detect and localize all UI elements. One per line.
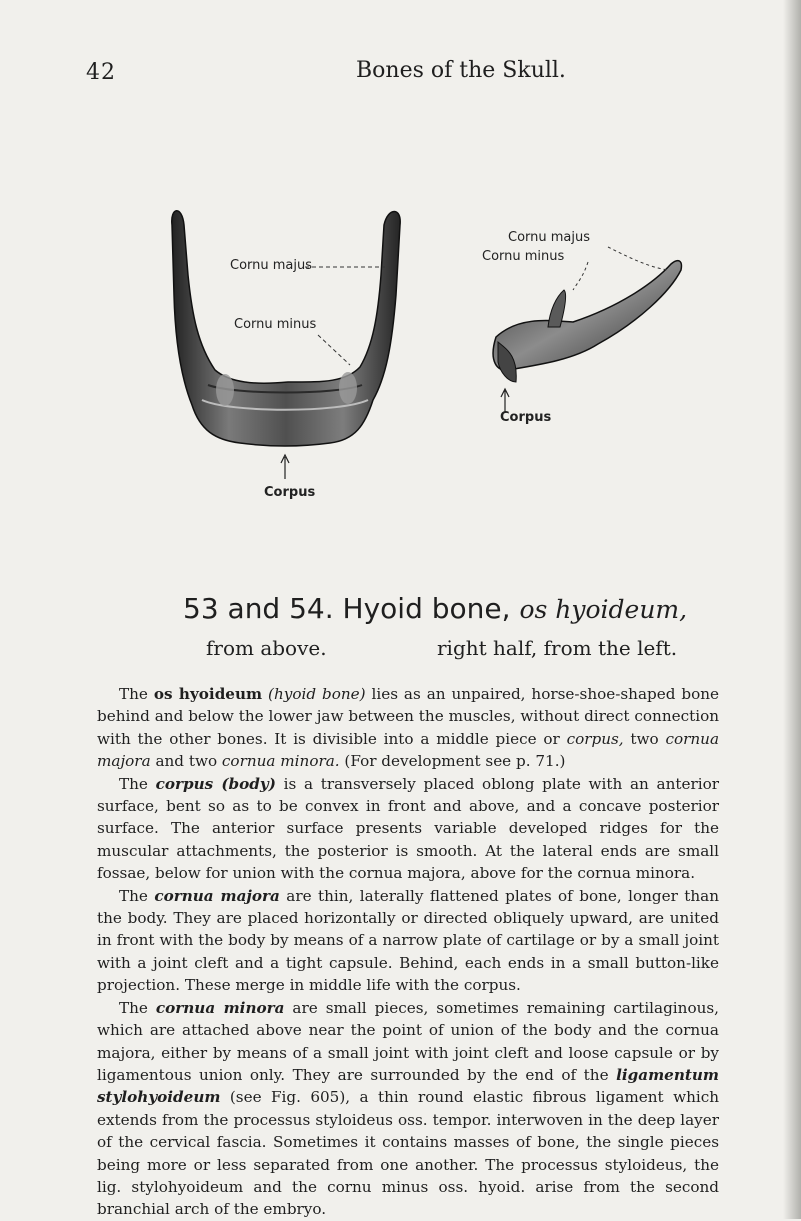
- figure-caption-title: [183, 592, 688, 625]
- term-os-hyoideum: os hyoideum: [153, 685, 263, 703]
- label-cornu-majus-fig54: Cornu majus: [508, 230, 591, 245]
- caption-main: 53 and 54. Hyoid bone,: [183, 592, 520, 625]
- term-ligamentum-stylohyoideum: ligamentum stylohyoideum: [97, 1065, 719, 1107]
- figure-54-hyoid-right-half: [478, 222, 693, 432]
- paragraph-1: The os hyoideum (hyoid bone) lies as an unpaired, horse-shoe-shaped bone behind and below the lower jaw between the muscles, without direct connection with the other bones. It is divisible into a middle piece or corpus, two cornua majora and two cornua minora. (For development see p. 71.): [97, 685, 720, 771]
- body-text: [97, 683, 719, 1221]
- paragraph-2: The corpus (body) is a transversely placed oblong plate with an anterior surface, bent so as to be convex in front and above, and a concave posterior surface. The anterior surface presents variable developed ridges for the muscular attachments, the posterior is smooth. At the lateral ends are small fossae, below for union with the cornua majora, above for the cornua minora.: [97, 774, 719, 883]
- term-cornua-majora-heading: cornua majora: [154, 886, 280, 905]
- label-corpus-fig54: Corpus: [500, 410, 552, 425]
- term-corpus: corpus,: [566, 729, 624, 748]
- term-cornua-majora: cornua majora: [97, 729, 720, 771]
- label-cornu-majus-fig53: Cornu majus: [230, 258, 313, 273]
- paragraph-3: The cornua majora are thin, laterally flattened plates of bone, longer than the body. They are placed horizontally or directed obliquely upward, are united in front with the body by means of a narrow plate of cartilage or by a small joint with a joint cleft and a tight capsule. Behind, each ends in a small button-like projection. These merge in middle life with the corpus.: [97, 886, 719, 995]
- page-number: 42: [86, 60, 116, 85]
- caption-latin-name: os hyoideum,: [519, 595, 688, 624]
- paragraph-4: The cornua minora are small pieces, sometimes remaining cartilaginous, which are attached above near the point of union of the body and the cornua majora, either by means of a small joint with joint cleft and loose capsule or by ligamentous union only. They are surrounded by the end of the ligamentum stylohyoideum (see Fig. 605), a thin round elastic fibrous ligament which extends from the processus styloideus oss. tempor. interwoven in the deep layer of the cervical fascia. Sometimes it contains masses of bone, the single pieces being more or less separated from one another. The processus styloideus, the lig. stylohyoideum and the cornu minus oss. hyoid. arise from the second branchial arch of the embryo.: [97, 998, 719, 1219]
- caption-left-subcaption: from above.: [206, 636, 327, 660]
- term-corpus-body: corpus (body): [155, 774, 276, 793]
- term-cornua-minora-heading: cornua minora: [155, 998, 285, 1017]
- label-cornu-minus-fig53: Cornu minus: [234, 317, 317, 332]
- hyoid-bone-above-illustration: [160, 195, 415, 505]
- term-hyoid-bone: (hyoid bone): [268, 685, 366, 703]
- running-head: Bones of the Skull.: [356, 58, 566, 83]
- label-cornu-minus-fig54: Cornu minus: [482, 249, 565, 264]
- page-edge-shadow: [783, 0, 801, 1219]
- label-corpus-fig53: Corpus: [264, 485, 316, 500]
- term-cornua-minora: cornua minora.: [221, 752, 340, 771]
- figure-53-hyoid-from-above: [160, 195, 415, 505]
- caption-right-subcaption: right half, from the left.: [437, 636, 678, 660]
